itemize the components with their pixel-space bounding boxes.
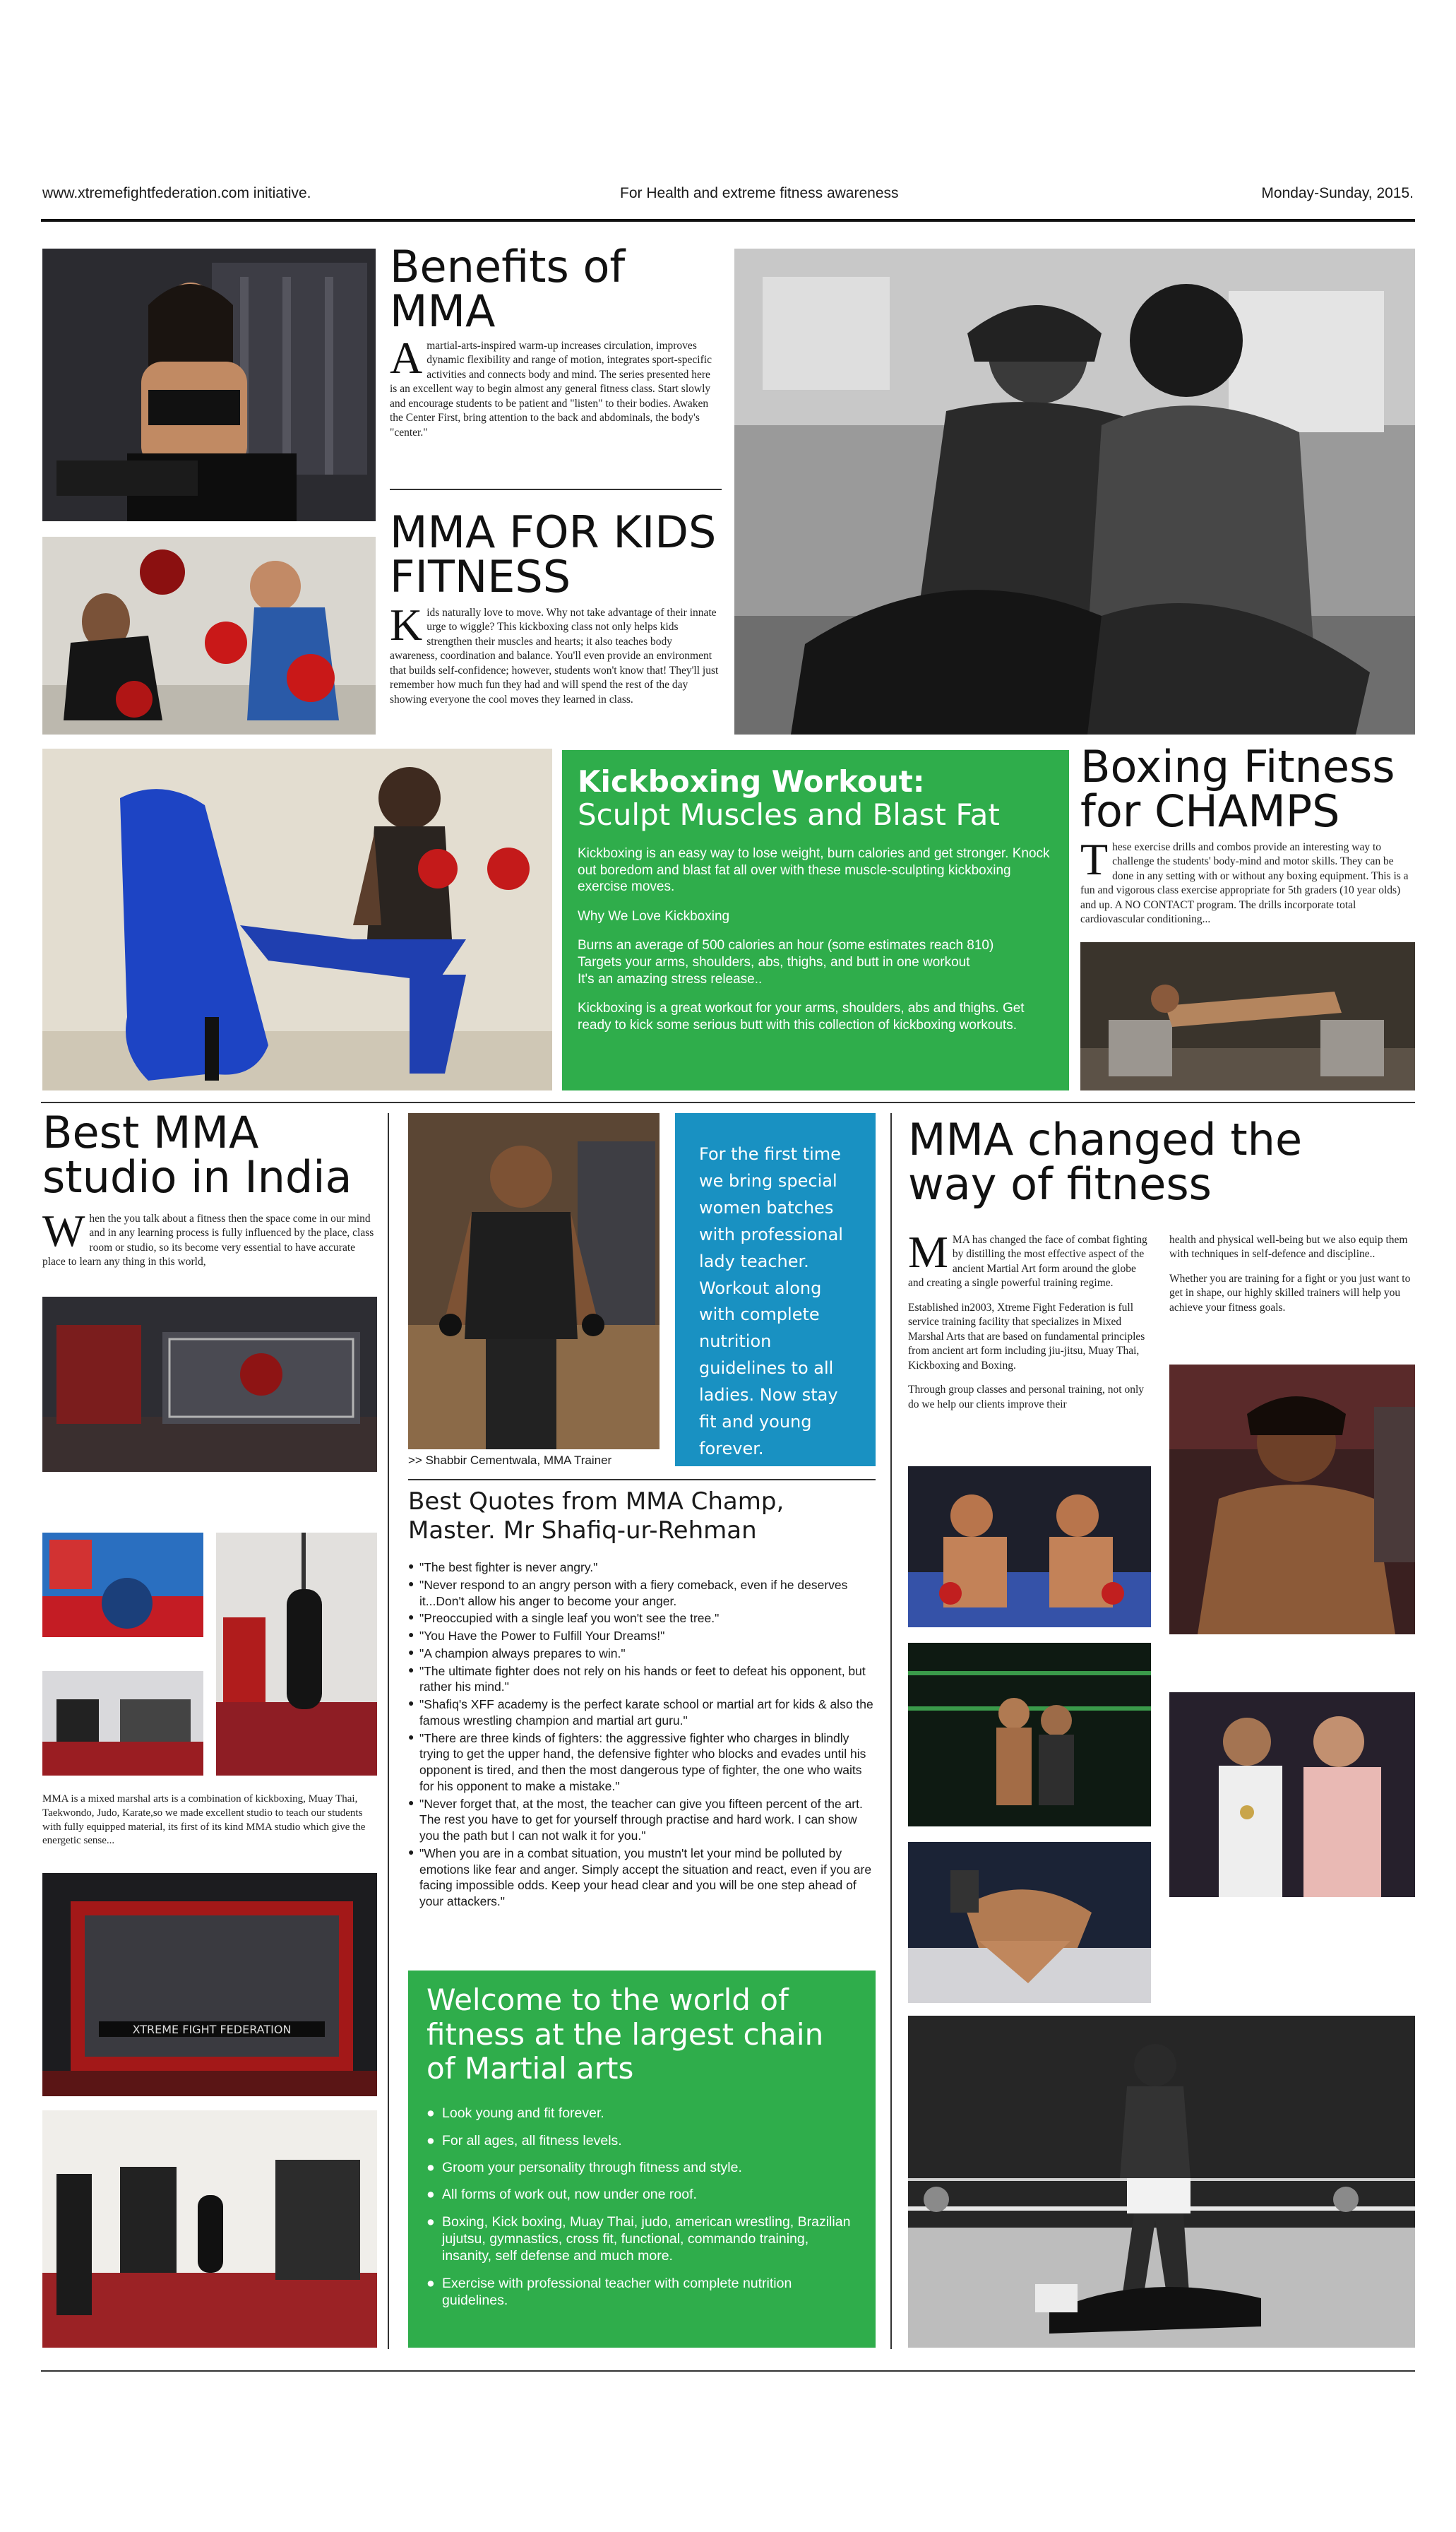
kids-text xyxy=(390,600,720,707)
pushup-photo xyxy=(1080,942,1415,1090)
kickboxing-p3: Burns an average of 500 calories an hour (some estimates reach 810) xyxy=(578,938,994,953)
benefits-title: Benefits of MMA xyxy=(390,241,626,338)
studio-photo-4 xyxy=(42,1671,203,1776)
changed-p5: Whether you are training for a fight or you just want to get in shape, our highly skilled trainers will help you achieve your fitness goals. xyxy=(1169,1272,1411,1314)
welcome-item: ● Exercise with professional teacher with complete nutrition guidelines. xyxy=(426,2275,857,2310)
benefits-divider xyxy=(390,489,722,490)
kids-boxing-photo xyxy=(42,537,376,735)
quote-item: ● "The ultimate fighter does not rely on his hands or feet to defeat his opponent, but rather his mind." xyxy=(408,1663,874,1696)
ring-throw-photo xyxy=(908,1842,1151,2003)
sparring-bw-photo xyxy=(734,249,1415,735)
changed-p1: MA has changed the face of combat fighting by distilling the most effective aspect of the ancient Martial Art form around the globe and creating a single powerful training regime. xyxy=(908,1234,1147,1290)
trainer-photo xyxy=(408,1113,660,1449)
column-rule-1 xyxy=(388,1113,389,2349)
kickboxing-p6: Kickboxing is a great workout for your arms, shoulders, abs and thighs. Get ready to kick some serious butt with this collection of kickboxing workouts. xyxy=(578,1001,1025,1033)
fighters-group-photo xyxy=(908,1466,1151,1627)
welcome-item: ● All forms of work out, now under one roof. xyxy=(426,2186,857,2203)
quote-item: ● "When you are in a combat situation, you mustn't let your mind be polluted by emotions like fear and anger. Simply accept the situation and react, even if you are facing impossible odds. Keep your head clear and you will be one step ahead of your attackers." xyxy=(408,1845,874,1910)
masthead-left: www.xtremefightfederation.com initiative. xyxy=(42,185,311,201)
quote-item: ● "A champion always prepares to win." xyxy=(408,1646,874,1662)
kids-dropcap: K xyxy=(390,600,423,650)
quote-item: ● "You Have the Power to Fulfill Your Dreams!" xyxy=(408,1628,874,1644)
award-photo xyxy=(1169,1692,1415,1897)
quotes-divider xyxy=(408,1479,876,1480)
heavy-bag-kick-photo xyxy=(42,749,552,1090)
cage-match-photo xyxy=(908,1643,1151,1826)
kickboxing-p1: Kickboxing is an easy way to lose weight, burn calories and get stronger. Knock out boredom and blast fat all over with these muscle-sculpting kickboxing exercise moves. xyxy=(578,846,1050,895)
women-batch-panel xyxy=(675,1113,876,1466)
welcome-panel xyxy=(408,1971,876,2348)
boxing-title: Boxing Fitness for CHAMPS xyxy=(1080,741,1395,838)
welcome-item: ● Groom your personality through fitness and style. xyxy=(426,2159,857,2176)
quotes-title: Best Quotes from MMA Champ, Master. Mr Shafiq-ur-Rehman xyxy=(408,1487,784,1545)
quote-item: ● "Never respond to an angry person with a fiery comeback, even if he deserves it...Don't allow his anger to become your anger. xyxy=(408,1577,874,1610)
benefits-text xyxy=(390,333,720,440)
studio-text xyxy=(42,1206,377,1270)
woman-gym-photo xyxy=(42,249,376,521)
changed-dropcap: M xyxy=(908,1227,948,1277)
benefits-dropcap: A xyxy=(390,333,423,383)
studio-photo-6 xyxy=(42,2110,377,2348)
kickboxing-title: Kickboxing Workout: xyxy=(578,764,925,799)
benefits-body: martial-arts-inspired warm-up increases circulation, improves dynamic flexibility and range of motion, integrates sport-specific activities and connects body and mind. The series presented here is an excellent way to begin almost any general fitness class. Start slowly and encourage students to be patient and "listen" to their bodies. Awaken the Center First, bring attention to the back and abdominals, the body's "center." xyxy=(390,340,712,439)
welcome-item: ● Look young and fit forever. xyxy=(426,2105,857,2122)
quote-item: ● "There are three kinds of fighters: the aggressive fighter who charges in blindly trying to get the upper hand, the defensive fighter who blocks and evades until his opponent is tired, and then the most dangerous type of fighter, the one who waits for his opponent to make a mistake." xyxy=(408,1730,874,1795)
section-rule-1 xyxy=(41,1102,1415,1103)
studio-caption: MMA is a mixed marshal arts is a combination of kickboxing, Muay Thai, Taekwondo, Judo, Karate,so we made excellent studio to teach our students with fully equipped material, its first of its kind MMA studio which give the energetic sense... xyxy=(42,1793,366,1847)
studio-photo-1 xyxy=(42,1297,377,1472)
masthead-rule xyxy=(41,219,1415,222)
boxing-text xyxy=(1080,834,1415,927)
quote-item: ● "Never forget that, at the most, the teacher can give you fifteen percent of the art. The rest you have to get for yourself through practise and hard work. I can show you the path but I can not walk it for you." xyxy=(408,1796,874,1844)
studio-photo-3 xyxy=(216,1533,377,1776)
boxing-dropcap: T xyxy=(1080,834,1109,884)
kids-body: ids naturally love to move. Why not take advantage of their innate urge to wiggle? This kickboxing class not only helps kids strengthen their muscles and hearts; it also teaches body awareness, coordination and balance. You'll even provide an environment that builds self-confidence; however, students won't know that! They'll just remember how much fun they had and will spend the rest of the day showing everyone the cool moves they learned in class. xyxy=(390,607,719,706)
kickboxing-p5: It's an amazing stress release.. xyxy=(578,971,763,987)
trainer-caption: >> Shabbir Cementwala, MMA Trainer xyxy=(408,1454,612,1467)
quotes-list xyxy=(408,1559,874,1911)
welcome-item: ● For all ages, all fitness levels. xyxy=(426,2132,857,2149)
studio-dropcap: W xyxy=(42,1206,85,1256)
quote-item: ● "The best fighter is never angry." xyxy=(408,1559,874,1576)
quote-item: ● "Preoccupied with a single leaf you won't see the tree." xyxy=(408,1610,874,1627)
welcome-list xyxy=(426,2105,857,2309)
welcome-title: Welcome to the world of fitness at the largest chain of Martial arts xyxy=(426,1983,824,2086)
studio-photo-2 xyxy=(42,1533,203,1637)
kickboxing-subtitle: Sculpt Muscles and Blast Fat xyxy=(578,797,1000,833)
studio-photo-5 xyxy=(42,1873,377,2096)
kickboxing-panel xyxy=(562,750,1069,1090)
women-batch-text: For the first time we bring special women batches with professional lady teacher. Workout along with complete nutrition guidelines to all ladies. Now stay fit and young forever. xyxy=(699,1144,843,1458)
studio-body: hen the you talk about a fitness then the space come in our mind and in any learning process is fully influenced by the place, class room or studio, so its become very essential to have accurate place to learn any thing in this world, xyxy=(42,1213,374,1268)
fighter-portrait-photo xyxy=(1169,1365,1415,1634)
changed-text-col1 xyxy=(908,1227,1151,1412)
boxing-body: hese exercise drills and combos provide an interesting way to challenge the students' body-mind and motor skills. They can be done in any setting with or without any boxing equipment. This is a fun and vigorous class exercise appropriate for 5th graders (10 year olds) and up. A NO CONTACT program. The drills incorporate total cardiovascular conditioning... xyxy=(1080,841,1409,926)
quote-item: ● "Shafiq's XFF academy is the perfect karate school or martial art for kids & also the famous wrestling champion and martial art guru." xyxy=(408,1696,874,1729)
changed-title: MMA changed the way of fitness xyxy=(908,1114,1303,1211)
welcome-item: ● Boxing, Kick boxing, Muay Thai, judo, american wrestling, Brazilian jujutsu, gymnastics, cross fit, functional, commando training, insanity, self defense and much more. xyxy=(426,2213,857,2265)
masthead-center: For Health and extreme fitness awareness xyxy=(620,185,899,201)
studio-title: Best MMA studio in India xyxy=(42,1107,352,1203)
ali-liston-bw-photo xyxy=(908,2016,1415,2348)
kickboxing-p4: Targets your arms, shoulders, abs, thighs, and butt in one workout xyxy=(578,954,970,970)
column-rule-2 xyxy=(890,1113,892,2349)
kids-title: MMA FOR KIDS FITNESS xyxy=(390,506,717,603)
changed-p3: Through group classes and personal training, not only do we help our clients improve their xyxy=(908,1384,1145,1410)
changed-text-col2 xyxy=(1169,1233,1415,1315)
changed-p2: Established in2003, Xtreme Fight Federation is full service training facility that specializes in Mixed Marshal Arts that are based on fundamental principles from ancient art form including jiu-jitsu, Muay Thai, Kickboxing and Boxing. xyxy=(908,1301,1145,1372)
svg-text:XTREME FIGHT FEDERATION: XTREME FIGHT FEDERATION xyxy=(132,2023,292,2036)
footer-rule xyxy=(41,2370,1415,2372)
kickboxing-p2: Why We Love Kickboxing xyxy=(578,908,730,924)
changed-p4: health and physical well-being but we also equip them with techniques in self-defence and discipline.. xyxy=(1169,1234,1408,1261)
masthead-date: Monday-Sunday, 2015. xyxy=(1261,185,1414,201)
